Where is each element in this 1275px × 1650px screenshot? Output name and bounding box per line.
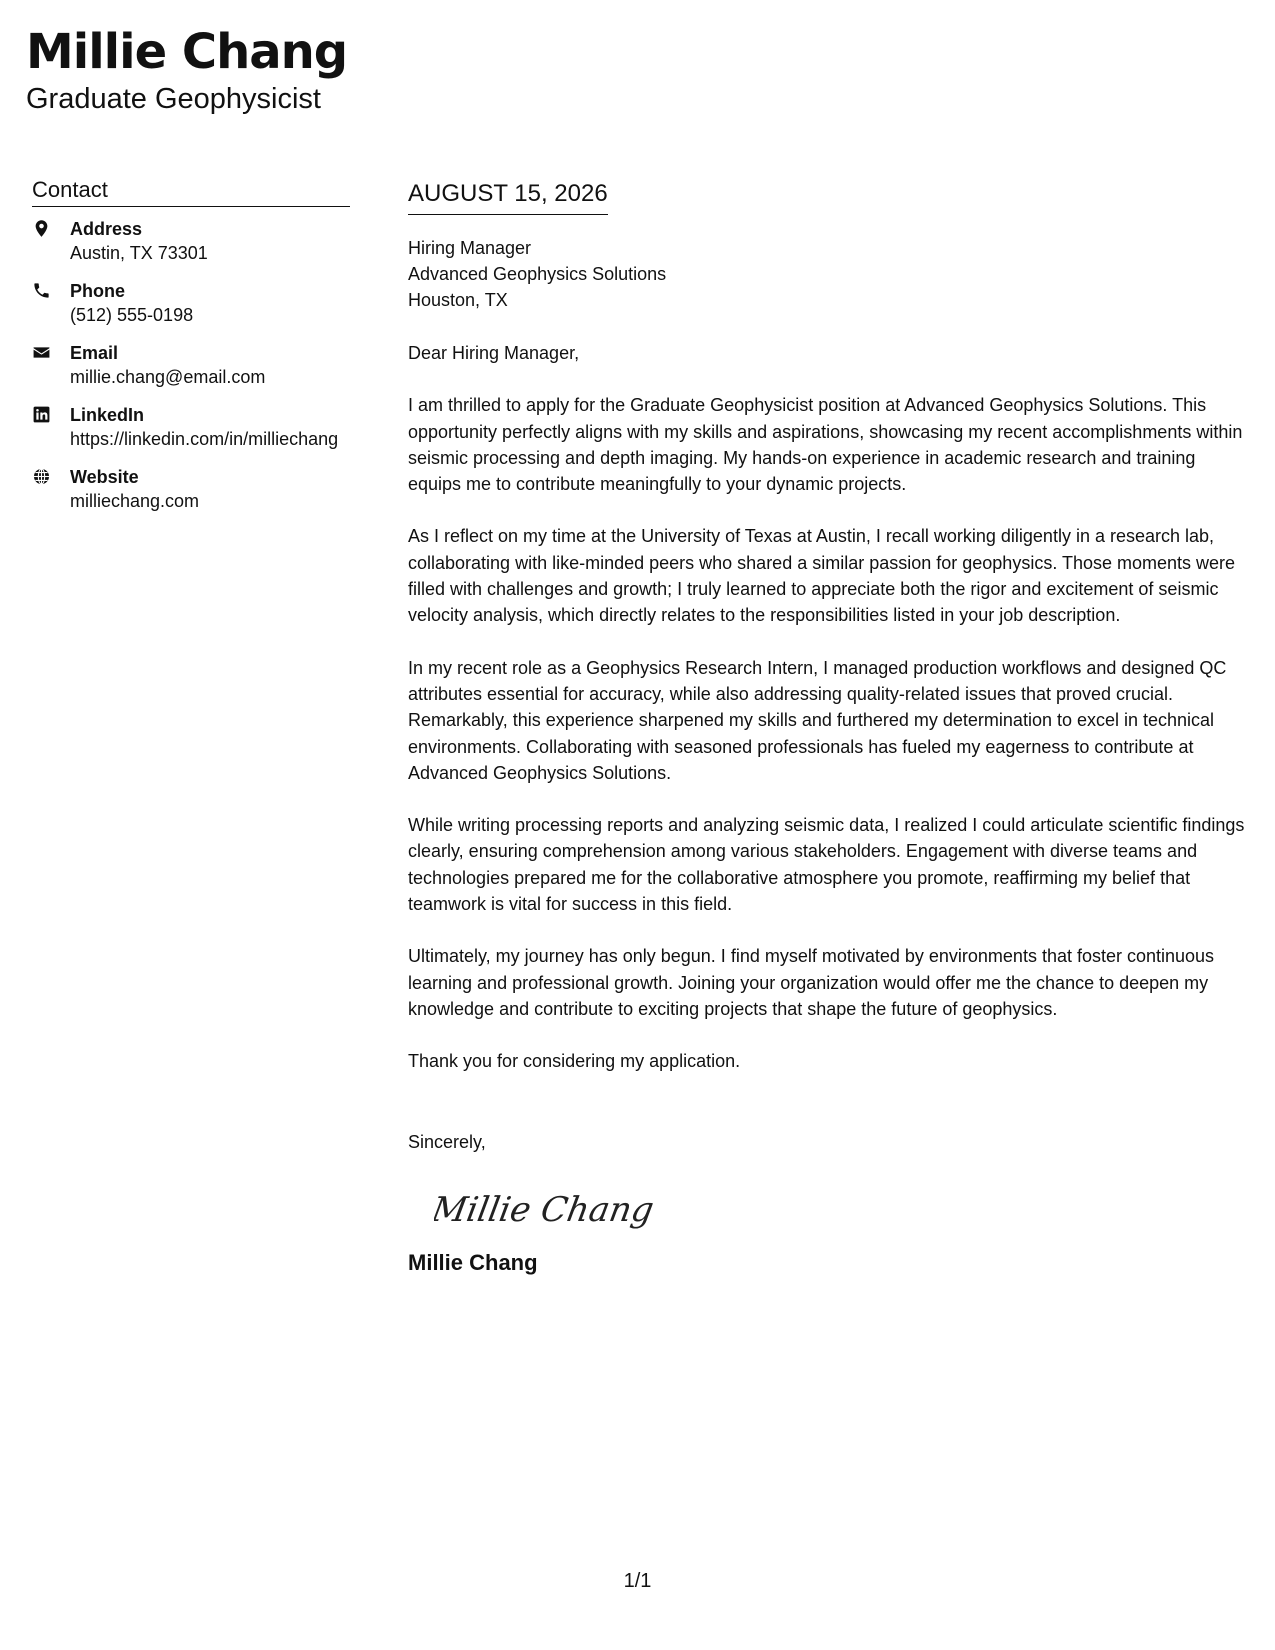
letter-date: AUGUST 15, 2026 <box>408 178 608 215</box>
body-paragraph: While writing processing reports and analyzing seismic data, I realized I could articulate scientific findings clearly, ensuring comprehension among various stakeholders. Engagement with diverse teams and technologies prepared me for the collaborative atmosphere you promote, reaffirming my belief that teamwork is vital for success in this field. <box>408 815 1245 915</box>
recipient-company: Advanced Geophysics Solutions <box>408 264 667 284</box>
body-paragraph: I am thrilled to apply for the Graduate Geophysicist position at Advanced Geophysics Solutions. This opportunity perfectly aligns with my skills and aspirations, showcasing my recent accomplishments within seismic processing and depth imaging. My hands-on experience in academic research and training equips me to contribute meaningfully to your dynamic projects. <box>408 395 1243 495</box>
body-paragraph: Thank you for considering my application. <box>408 1051 741 1072</box>
contact-value: Austin, TX 73301 <box>70 243 208 263</box>
envelope-icon <box>32 341 70 363</box>
body-paragraph: Ultimately, my journey has only begun. I find myself motivated by environments that foster continuous learning and professional growth. Joining your organization would offer me the chance to deepen my knowledge and contribute to exciting projects that shape the future of geophysics. <box>408 946 1215 1019</box>
contact-email <box>32 341 350 389</box>
signer-name: Millie Chang <box>408 1249 538 1275</box>
globe-icon <box>32 465 70 487</box>
contact-label: Email <box>70 343 119 363</box>
contact-label: Phone <box>70 281 126 301</box>
contact-sidebar <box>32 176 350 527</box>
contact-phone <box>32 279 350 327</box>
contact-website <box>32 465 350 513</box>
contact-linkedin <box>32 403 350 451</box>
linkedin-icon <box>32 403 70 425</box>
handwritten-signature <box>434 1177 1253 1239</box>
closing: Sincerely, <box>408 1131 486 1152</box>
contact-value: https://linkedin.com/in/milliechang <box>70 429 339 449</box>
recipient-block <box>408 235 1253 313</box>
contact-label: LinkedIn <box>70 405 145 425</box>
map-pin-icon <box>32 217 70 239</box>
contact-value: millie.chang@email.com <box>70 367 266 387</box>
recipient-location: Houston, TX <box>408 290 508 310</box>
applicant-title: Graduate Geophysicist <box>26 83 321 115</box>
letter-header <box>26 22 347 116</box>
contact-address <box>32 217 350 265</box>
signature-image: Millie Chang <box>434 1190 657 1230</box>
body-paragraph: As I reflect on my time at the University of Texas at Austin, I recall working diligently in a research lab, collaborating with like-minded peers who shared a similar passion for geophysics. Those moments were filled with challenges and growth; I truly learned to appreciate both the rigor and excitement of seismic velocity analysis, which directly relates to the responsibilities listed in your job description. <box>408 526 1236 626</box>
contact-value: (512) 555-0198 <box>70 305 194 325</box>
body-paragraph: In my recent role as a Geophysics Research Intern, I managed production workflows and designed QC attributes essential for accuracy, while also addressing quality-related issues that proved crucial. Remarkably, this experience sharpened my skills and furthered my determination to excel in technical environments. Collaborating with seasoned professionals has fueled my eagerness to contribute at Advanced Geophysics Solutions. <box>408 657 1227 783</box>
applicant-name: Millie Chang <box>26 24 348 80</box>
salutation: Dear Hiring Manager, <box>408 343 580 363</box>
recipient-name: Hiring Manager <box>408 238 532 258</box>
page-number: 1/1 <box>623 1570 652 1592</box>
phone-icon <box>32 279 70 301</box>
contact-value: milliechang.com <box>70 491 200 511</box>
contact-label: Website <box>70 467 139 487</box>
contact-section-title: Contact <box>32 176 350 207</box>
contact-label: Address <box>70 219 143 239</box>
letter-body <box>408 178 1253 1277</box>
